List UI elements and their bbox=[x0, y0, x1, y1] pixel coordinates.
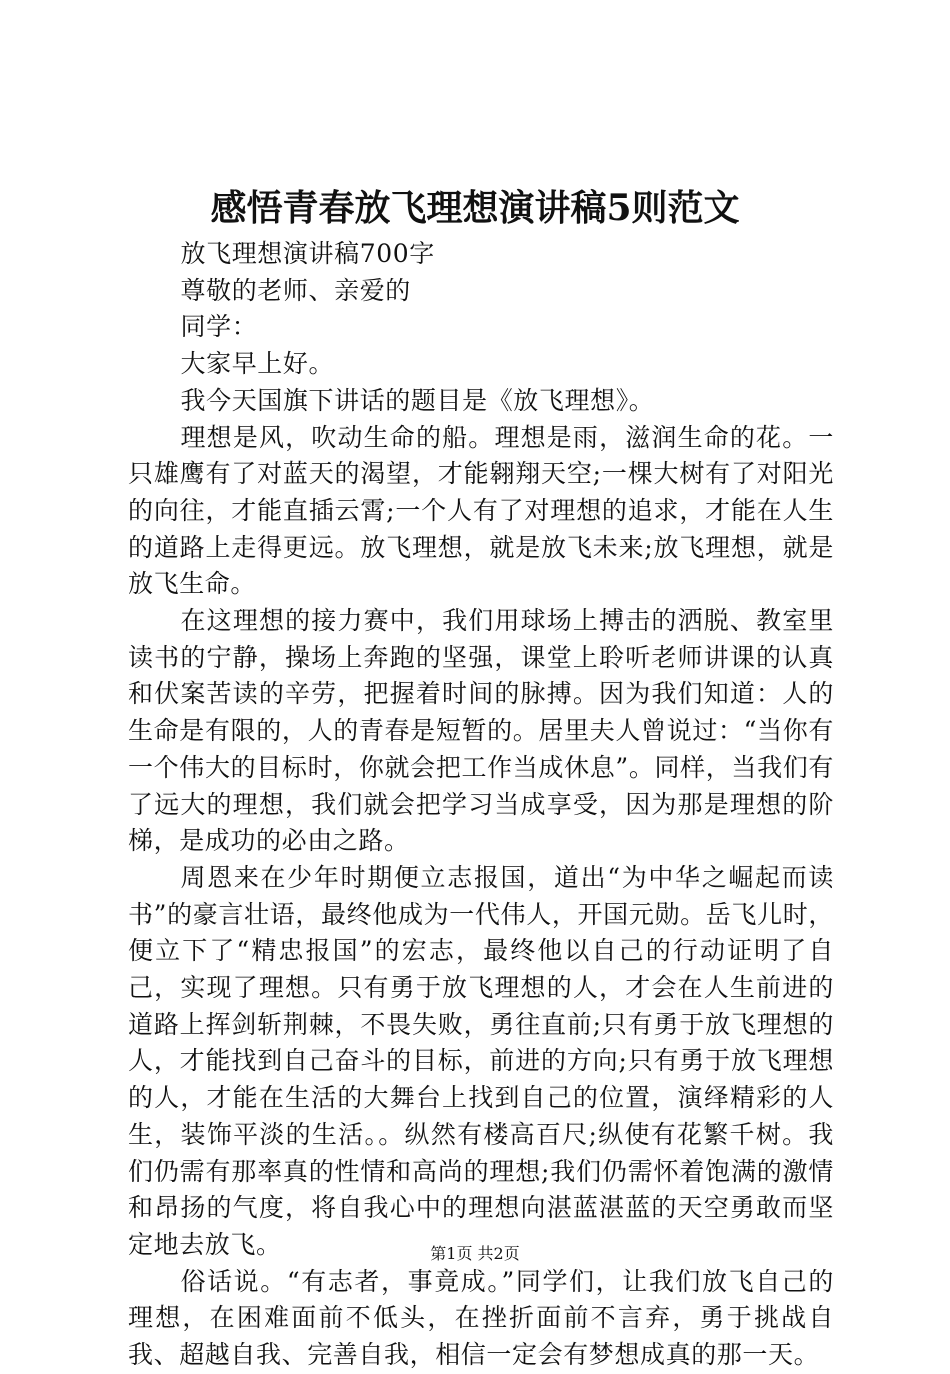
paragraph-subtitle: 放飞理想演讲稿700字 bbox=[180, 239, 435, 268]
paragraph-body-1: 理想是风，吹动生命的船。理想是雨，滋润生命的花。一只雄鹰有了对蓝天的渴望，才能翱翔天空;一棵大树有了对阳光的向往，才能直插云霄;一个人有了对理想的追求，才能在人生的道路上走得更远。放飞理想，就是放飞未来;放飞理想，就是放飞生命。 bbox=[128, 422, 834, 599]
paragraph-salutation: 尊敬的老师、亲爱的 bbox=[180, 275, 411, 305]
paragraph-body-3: 周恩来在少年时期便立志报国，道出“为中华之崛起而读书”的豪言壮语，最终他成为一代伟人，开国元勋。岳飞儿时，便立下了“精忠报国”的宏志，最终他以自己的行动证明了自己，实现了理想。只有勇于放飞理想的人，才会在人生前进的道路上挥剑斩荆棘，不畏失败，勇往直前;只有勇于放飞理想的人，才能找到自己奋斗的目标，前进的方向;只有勇于放飞理想的人，才能在生活的大舞台上找到自己的位置，演绎精彩的人生，装饰平淡的生活。。纵然有楼高百尺;纵使有花繁千树。我们仍需有那率真的性情和高尚的理想;我们仍需怀着饱满的激情和昂扬的气度，将自我心中的理想向湛蓝湛蓝的天空勇敢而坚定地去放飞。 bbox=[128, 862, 834, 1259]
page-footer: 第1页 共2页 bbox=[430, 1244, 520, 1263]
document-title: 感悟青春放飞理想演讲稿5则范文 bbox=[210, 187, 740, 229]
paragraph-body-2: 在这理想的接力赛中，我们用球场上搏击的洒脱、教室里读书的宁静，操场上奔跑的坚强，课堂上聆听老师讲课的认真和伏案苦读的辛劳，把握着时间的脉搏。因为我们知道：人的生命是有限的，人的青春是短暂的。居里夫人曾说过：“当你有一个伟大的目标时，你就会把工作当成休息”。同样，当我们有了远大的理想，我们就会把学习当成享受，因为那是理想的阶梯，是成功的必由之路。 bbox=[128, 606, 834, 856]
paragraph-greeting: 大家早上好。 bbox=[180, 349, 335, 379]
document-body bbox=[128, 236, 834, 1374]
paragraph-body-4: 俗话说。“有志者，事竟成。”同学们，让我们放飞自己的理想，在困难面前不低头，在挫折面前不言弃，勇于挑战自我、超越自我、完善自我，相信一定会有梦想成真的那一天。 bbox=[128, 1266, 834, 1370]
paragraph-topic: 我今天国旗下讲话的题目是《放飞理想》。 bbox=[180, 385, 655, 415]
paragraph-salutation-cont: 同学： bbox=[180, 312, 258, 342]
